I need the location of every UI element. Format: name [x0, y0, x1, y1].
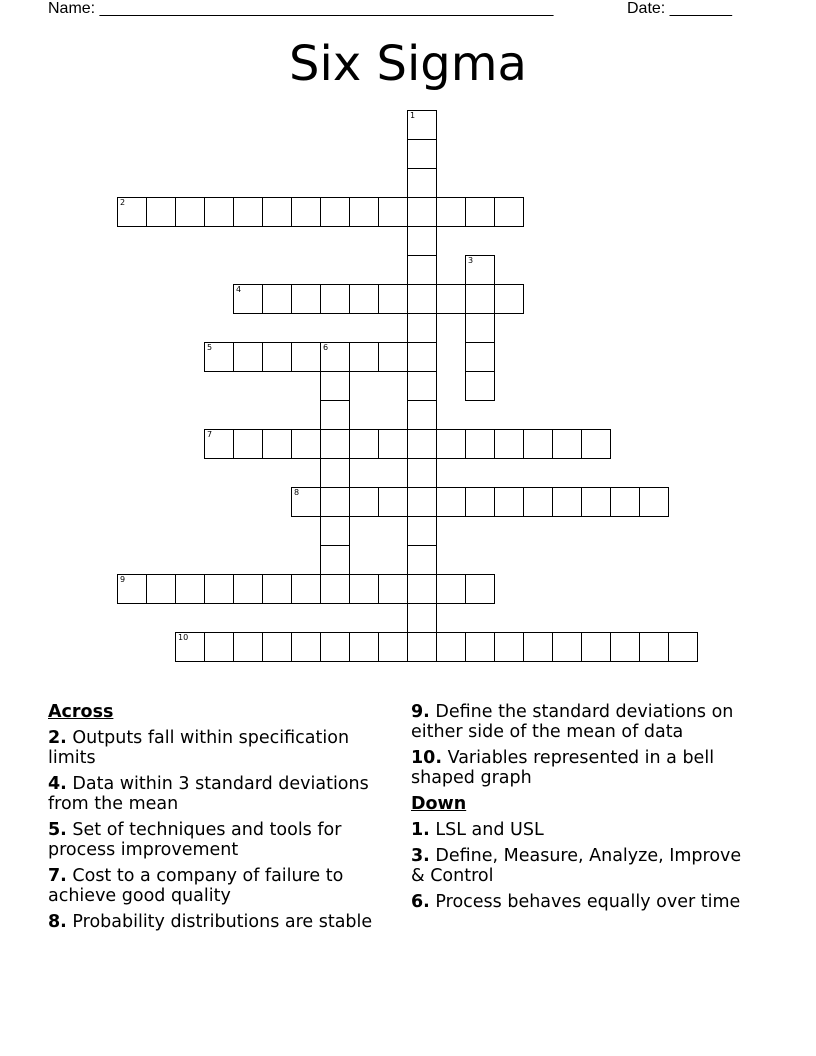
across-clue: 10. Variables represented in a bell shaped graph — [411, 748, 715, 788]
crossword-cell[interactable] — [552, 487, 582, 517]
across-heading: Across — [48, 702, 114, 722]
crossword-cell[interactable] — [407, 487, 437, 517]
clue-number: 5 — [207, 343, 213, 352]
crossword-cell[interactable] — [407, 139, 437, 169]
crossword-cell[interactable] — [552, 429, 582, 459]
clue-number: 6 — [323, 343, 329, 352]
crossword-cell[interactable] — [465, 284, 495, 314]
crossword-cell[interactable] — [639, 487, 669, 517]
crossword-cell[interactable] — [117, 197, 147, 227]
crossword-cell[interactable] — [407, 226, 437, 256]
crossword-cell[interactable] — [204, 197, 234, 227]
crossword-cell[interactable] — [349, 284, 379, 314]
crossword-cell[interactable] — [436, 574, 466, 604]
crossword-cell[interactable] — [494, 429, 524, 459]
crossword-cell[interactable] — [349, 487, 379, 517]
crossword-cell[interactable] — [349, 197, 379, 227]
crossword-cell[interactable] — [378, 574, 408, 604]
crossword-cell[interactable] — [407, 545, 437, 575]
crossword-cell[interactable] — [610, 487, 640, 517]
clue-number: 8 — [294, 488, 300, 497]
crossword-cell[interactable] — [117, 574, 147, 604]
crossword-cell[interactable] — [407, 255, 437, 285]
crossword-cell[interactable] — [291, 487, 321, 517]
crossword-cell[interactable] — [175, 632, 205, 662]
crossword-cell[interactable] — [436, 429, 466, 459]
crossword-cell[interactable] — [378, 197, 408, 227]
clue-number: 9 — [120, 575, 126, 584]
crossword-cell[interactable] — [291, 284, 321, 314]
crossword-cell[interactable] — [175, 197, 205, 227]
crossword-cell[interactable] — [291, 574, 321, 604]
crossword-cell[interactable] — [465, 255, 495, 285]
clue-number: 2 — [120, 198, 126, 207]
crossword-cell[interactable] — [291, 342, 321, 372]
crossword-cell[interactable] — [465, 487, 495, 517]
crossword-cell[interactable] — [378, 342, 408, 372]
crossword-cell[interactable] — [407, 110, 437, 140]
crossword-cell[interactable] — [378, 487, 408, 517]
crossword-cell[interactable] — [407, 400, 437, 430]
crossword-cell[interactable] — [465, 197, 495, 227]
crossword-cell[interactable] — [378, 429, 408, 459]
crossword-cell[interactable] — [233, 284, 263, 314]
crossword-cell[interactable] — [581, 632, 611, 662]
crossword-cell[interactable] — [581, 429, 611, 459]
crossword-cell[interactable] — [465, 342, 495, 372]
crossword-cell[interactable] — [291, 197, 321, 227]
crossword-cell[interactable] — [233, 342, 263, 372]
crossword-cell[interactable] — [320, 545, 350, 575]
crossword-cell[interactable] — [233, 632, 263, 662]
crossword-cell[interactable] — [262, 197, 292, 227]
crossword-cell[interactable] — [378, 632, 408, 662]
crossword-cell[interactable] — [204, 574, 234, 604]
down-clue: 6. Process behaves equally over time — [411, 892, 741, 912]
crossword-cell[interactable] — [233, 429, 263, 459]
crossword-cell[interactable] — [349, 429, 379, 459]
crossword-cell[interactable] — [204, 429, 234, 459]
crossword-cell[interactable] — [465, 429, 495, 459]
crossword-cell[interactable] — [407, 371, 437, 401]
crossword-cell[interactable] — [668, 632, 698, 662]
crossword-cell[interactable] — [349, 632, 379, 662]
crossword-cell[interactable] — [262, 284, 292, 314]
crossword-cell[interactable] — [407, 458, 437, 488]
crossword-cell[interactable] — [407, 516, 437, 546]
crossword-cell[interactable] — [407, 342, 437, 372]
crossword-cell[interactable] — [494, 197, 524, 227]
crossword-cell[interactable] — [407, 574, 437, 604]
date-field-label[interactable]: Date: _______ — [627, 0, 732, 17]
crossword-cell[interactable] — [552, 632, 582, 662]
clues-right-column — [411, 702, 756, 918]
crossword-cell[interactable] — [436, 197, 466, 227]
page-title: Six Sigma — [289, 36, 527, 92]
crossword-cell[interactable] — [465, 371, 495, 401]
clue-number: 1 — [410, 111, 416, 120]
crossword-cell[interactable] — [146, 574, 176, 604]
crossword-cell[interactable] — [320, 284, 350, 314]
crossword-cell[interactable] — [436, 284, 466, 314]
crossword-cell[interactable] — [523, 632, 553, 662]
crossword-cell[interactable] — [320, 197, 350, 227]
clue-number: 3 — [468, 256, 474, 265]
crossword-cell[interactable] — [262, 342, 292, 372]
crossword-cell[interactable] — [262, 429, 292, 459]
crossword-cell[interactable] — [465, 574, 495, 604]
crossword-cell[interactable] — [523, 429, 553, 459]
crossword-cell[interactable] — [465, 313, 495, 343]
crossword-cell[interactable] — [320, 400, 350, 430]
crossword-cell[interactable] — [407, 313, 437, 343]
crossword-cell[interactable] — [320, 429, 350, 459]
crossword-cell[interactable] — [233, 197, 263, 227]
crossword-cell[interactable] — [639, 632, 669, 662]
crossword-cell[interactable] — [204, 342, 234, 372]
crossword-cell[interactable] — [465, 632, 495, 662]
crossword-cell[interactable] — [407, 197, 437, 227]
name-field-label[interactable]: Name: ___________________________________________________ — [48, 0, 554, 17]
down-clue: 1. LSL and USL — [411, 820, 544, 840]
crossword-cell[interactable] — [494, 487, 524, 517]
crossword-cell[interactable] — [407, 168, 437, 198]
crossword-cell[interactable] — [494, 284, 524, 314]
down-clue: 3. Define, Measure, Analyze, Improve & Control — [411, 846, 742, 886]
crossword-cell[interactable] — [407, 429, 437, 459]
crossword-cell[interactable] — [262, 574, 292, 604]
crossword-cell[interactable] — [581, 487, 611, 517]
down-heading: Down — [411, 794, 467, 814]
clues-left-column — [48, 702, 388, 938]
across-clue: 8. Probability distributions are stable — [48, 912, 373, 932]
crossword-cell[interactable] — [320, 574, 350, 604]
across-clue: 9. Define the standard deviations on either side of the mean of data — [411, 702, 734, 742]
crossword-cell[interactable] — [378, 284, 408, 314]
clue-number: 10 — [178, 633, 189, 642]
crossword-cell[interactable] — [494, 632, 524, 662]
crossword-cell[interactable] — [320, 516, 350, 546]
clue-number: 4 — [236, 285, 242, 294]
across-clue: 2. Outputs fall within specification limits — [48, 728, 350, 768]
crossword-cell[interactable] — [407, 284, 437, 314]
crossword-cell[interactable] — [262, 632, 292, 662]
across-clue: 4. Data within 3 standard deviations from the mean — [48, 774, 369, 814]
crossword-cell[interactable] — [320, 632, 350, 662]
crossword-cell[interactable] — [146, 197, 176, 227]
crossword-cell[interactable] — [204, 632, 234, 662]
crossword-cell[interactable] — [349, 342, 379, 372]
crossword-cell[interactable] — [320, 371, 350, 401]
crossword-cell[interactable] — [610, 632, 640, 662]
crossword-cell[interactable] — [407, 632, 437, 662]
clue-number: 7 — [207, 430, 213, 439]
crossword-cell[interactable] — [320, 458, 350, 488]
crossword-cell[interactable] — [320, 487, 350, 517]
crossword-cell[interactable] — [291, 632, 321, 662]
across-clue: 5. Set of techniques and tools for process improvement — [48, 820, 342, 860]
crossword-cell[interactable] — [175, 574, 205, 604]
crossword-cell[interactable] — [436, 632, 466, 662]
crossword-cell[interactable] — [320, 342, 350, 372]
crossword-cell[interactable] — [233, 574, 263, 604]
across-clue: 7. Cost to a company of failure to achieve good quality — [48, 866, 344, 906]
crossword-cell[interactable] — [291, 429, 321, 459]
crossword-cell[interactable] — [436, 487, 466, 517]
crossword-cell[interactable] — [407, 603, 437, 633]
crossword-cell[interactable] — [523, 487, 553, 517]
crossword-cell[interactable] — [349, 574, 379, 604]
